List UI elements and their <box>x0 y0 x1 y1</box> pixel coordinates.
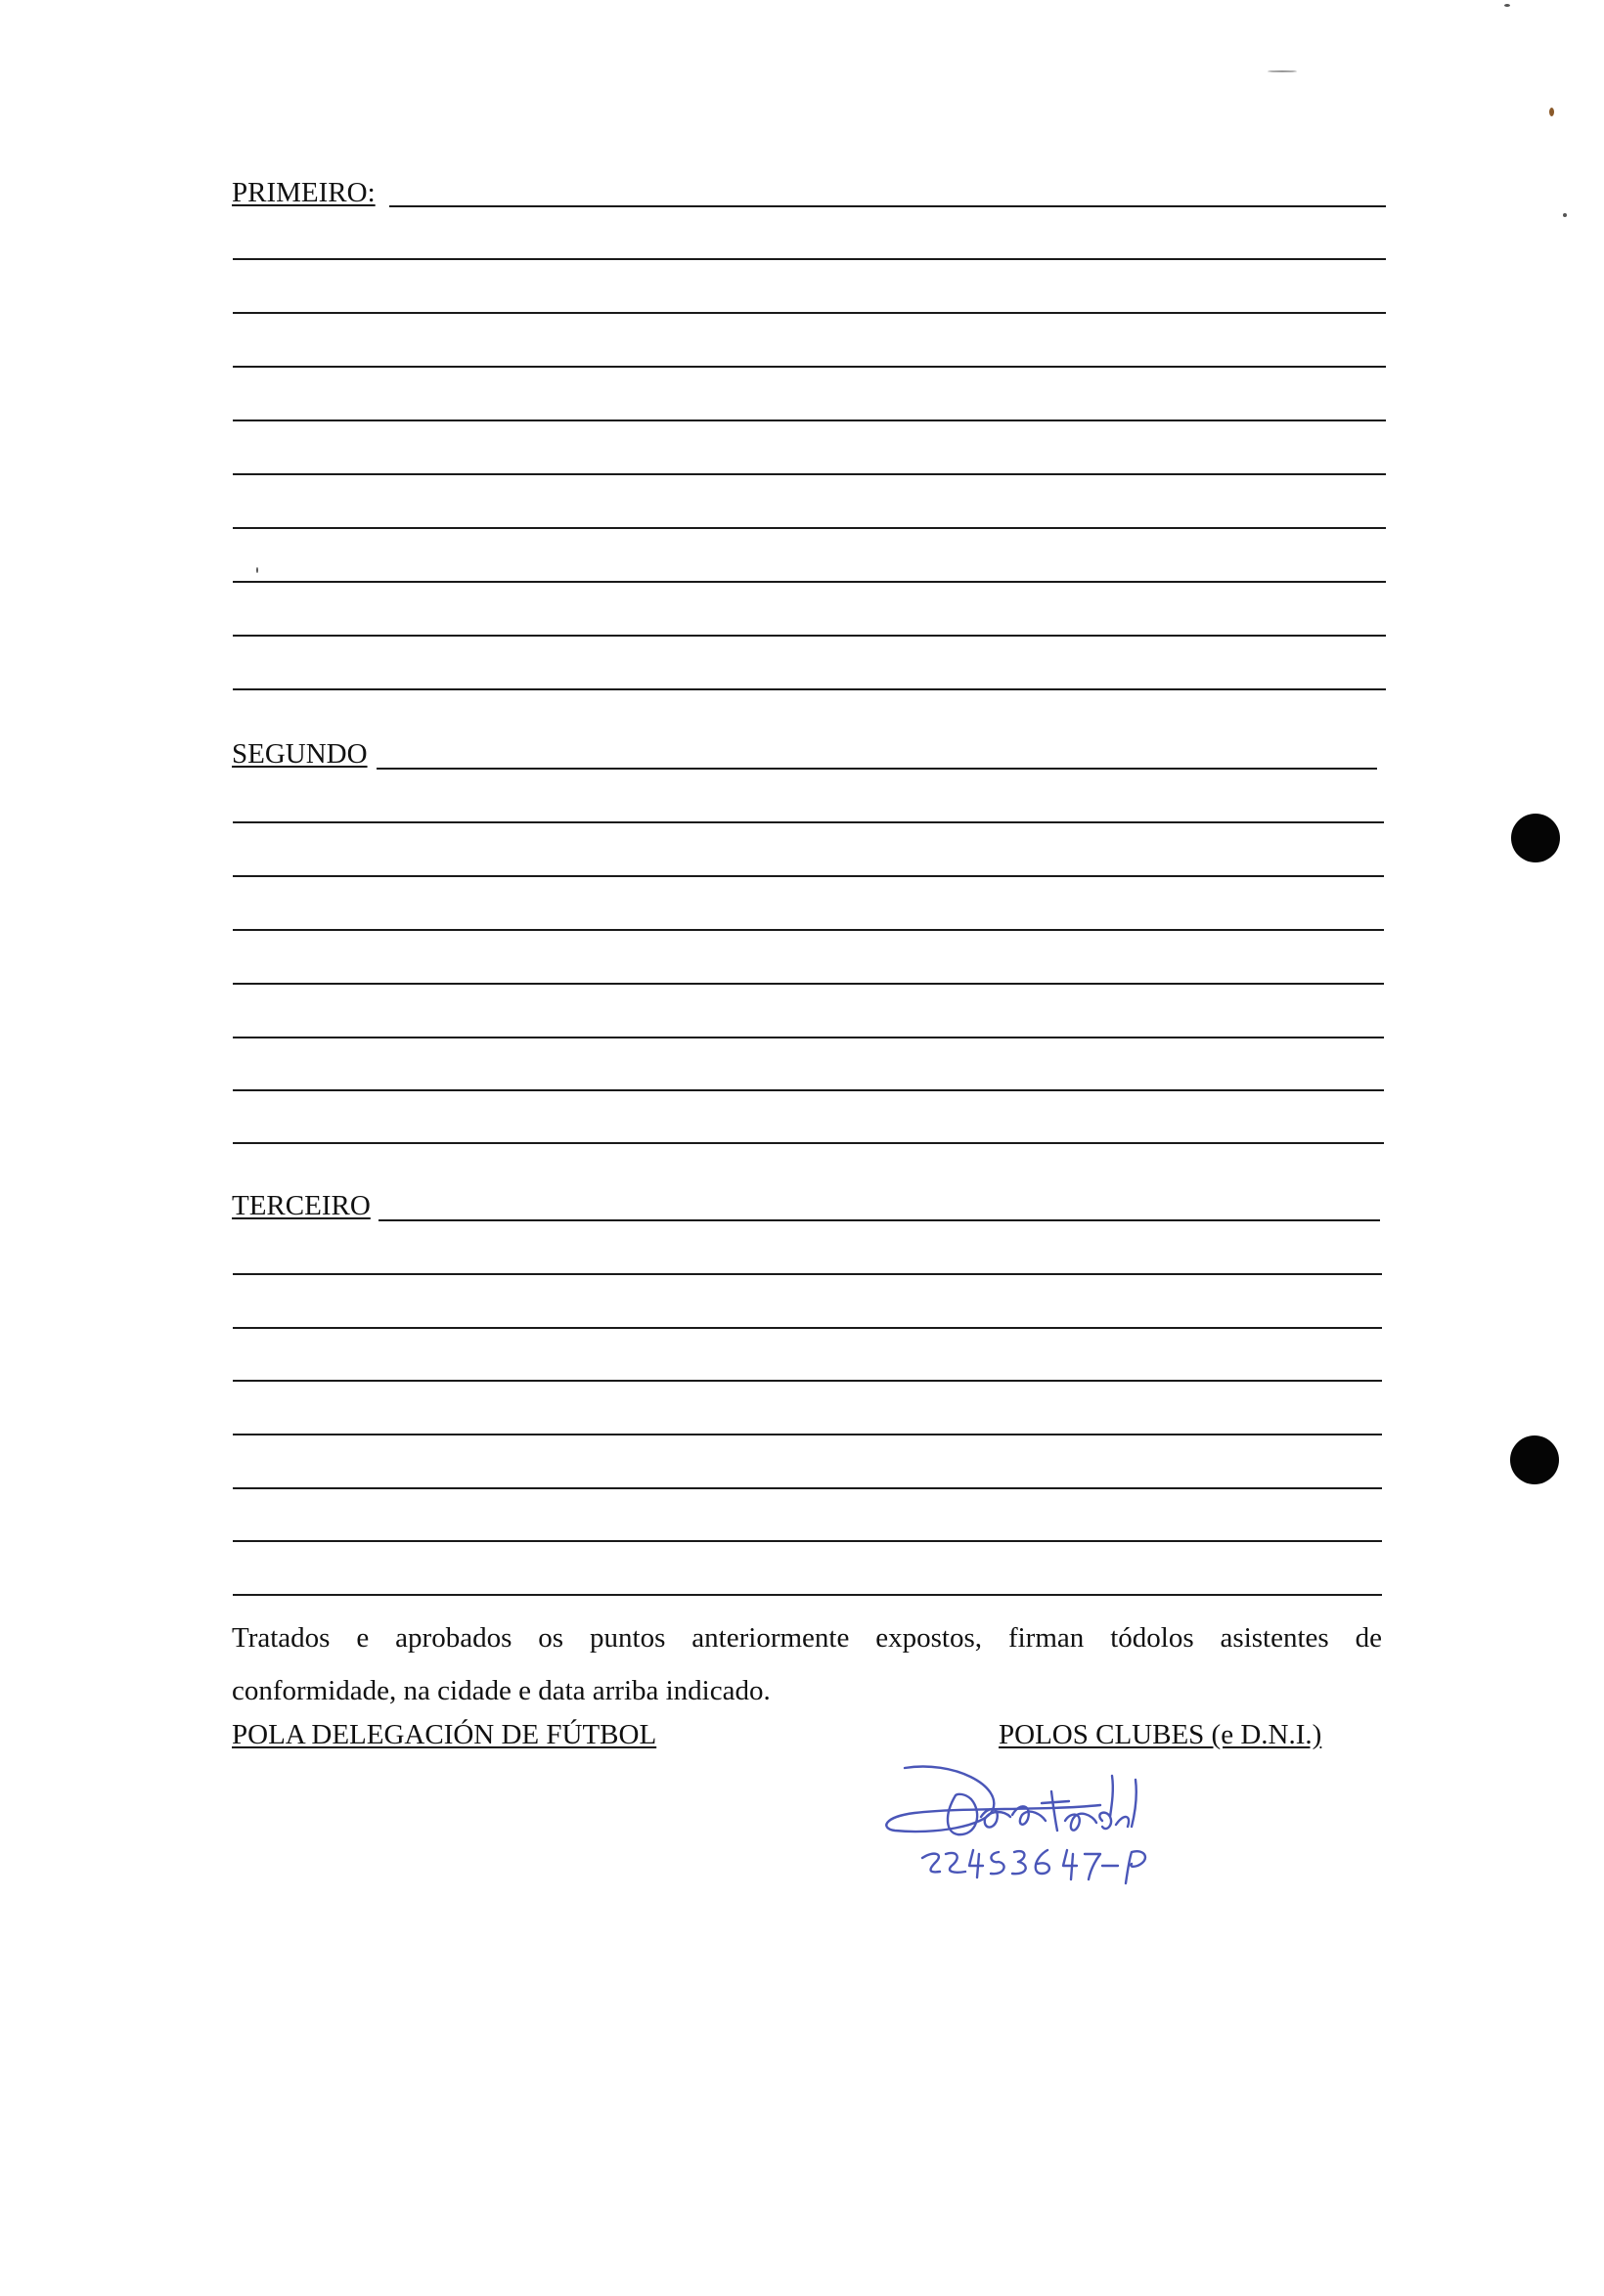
signature-dni-stroke <box>1036 1850 1049 1874</box>
ruled-line <box>233 581 1386 583</box>
scan-speck <box>1563 213 1567 217</box>
signature-dni-stroke <box>1085 1854 1100 1879</box>
signature-letter-stroke <box>1051 1791 1057 1831</box>
ruled-line <box>233 419 1386 421</box>
ruled-line <box>379 1219 1380 1221</box>
ruled-line <box>233 821 1384 823</box>
section-terceiro-label: TERCEIRO <box>232 1190 371 1221</box>
ruled-line <box>233 1327 1382 1329</box>
section-segundo-label: SEGUNDO <box>232 738 368 770</box>
signature-dni-stroke <box>1012 1851 1026 1874</box>
signature-dni-stroke <box>991 1852 1004 1874</box>
section-primeiro-label: PRIMEIRO: <box>232 177 376 208</box>
ruled-line <box>377 768 1377 770</box>
scan-speck <box>256 567 258 573</box>
ruled-line <box>233 635 1386 637</box>
ruled-line <box>233 983 1384 985</box>
ruled-line <box>233 473 1386 475</box>
signature-dni-stroke <box>1126 1851 1145 1883</box>
ruled-line <box>233 1380 1382 1382</box>
ruled-line <box>233 1594 1382 1596</box>
signature-dni-stroke <box>946 1853 965 1873</box>
ruled-line <box>233 527 1386 529</box>
ruled-line <box>233 875 1384 877</box>
handwritten-signature <box>875 1756 1198 1893</box>
ruled-line <box>233 688 1386 690</box>
ruled-line <box>233 1037 1384 1038</box>
signature-flourish-stroke <box>886 1767 1100 1832</box>
ruled-line <box>233 1142 1384 1144</box>
ruled-line <box>233 312 1386 314</box>
punch-hole <box>1510 1435 1559 1484</box>
closing-line-2: conformidade, na cidade e data arriba indicado. <box>232 1675 771 1706</box>
ruled-line <box>233 258 1386 260</box>
ruled-line <box>233 366 1386 368</box>
punch-hole <box>1511 814 1560 862</box>
signature-dni-stroke <box>969 1850 983 1877</box>
signature-letter-stroke <box>981 1809 1010 1827</box>
signature-letter-stroke <box>1116 1780 1136 1827</box>
closing-paragraph <box>232 1612 1382 1717</box>
ruled-line <box>233 1540 1382 1542</box>
scan-speck <box>1549 108 1554 116</box>
signature-letter-stroke <box>1099 1776 1113 1829</box>
closing-line-1: Tratados e aprobados os puntos anteriormente expostos, firman tódolos asistentes de <box>232 1622 1382 1654</box>
scan-speck <box>1504 4 1510 7</box>
ruled-line <box>233 1487 1382 1489</box>
ruled-line <box>233 1273 1382 1275</box>
ruled-line <box>233 1434 1382 1435</box>
ruled-line <box>233 929 1384 931</box>
signature-dni-stroke <box>922 1854 940 1873</box>
scan-speck <box>1268 70 1297 72</box>
ruled-line <box>389 205 1386 207</box>
signatory-clubs-label: POLOS CLUBES (e D.N.I.) <box>999 1719 1322 1750</box>
signature-dni-stroke <box>1063 1850 1077 1879</box>
ruled-line <box>233 1089 1384 1091</box>
signature-letter-stroke <box>1042 1801 1069 1803</box>
signatory-delegation-label: POLA DELEGACIÓN DE FÚTBOL <box>232 1719 657 1750</box>
signature-letter-stroke <box>1065 1814 1096 1831</box>
